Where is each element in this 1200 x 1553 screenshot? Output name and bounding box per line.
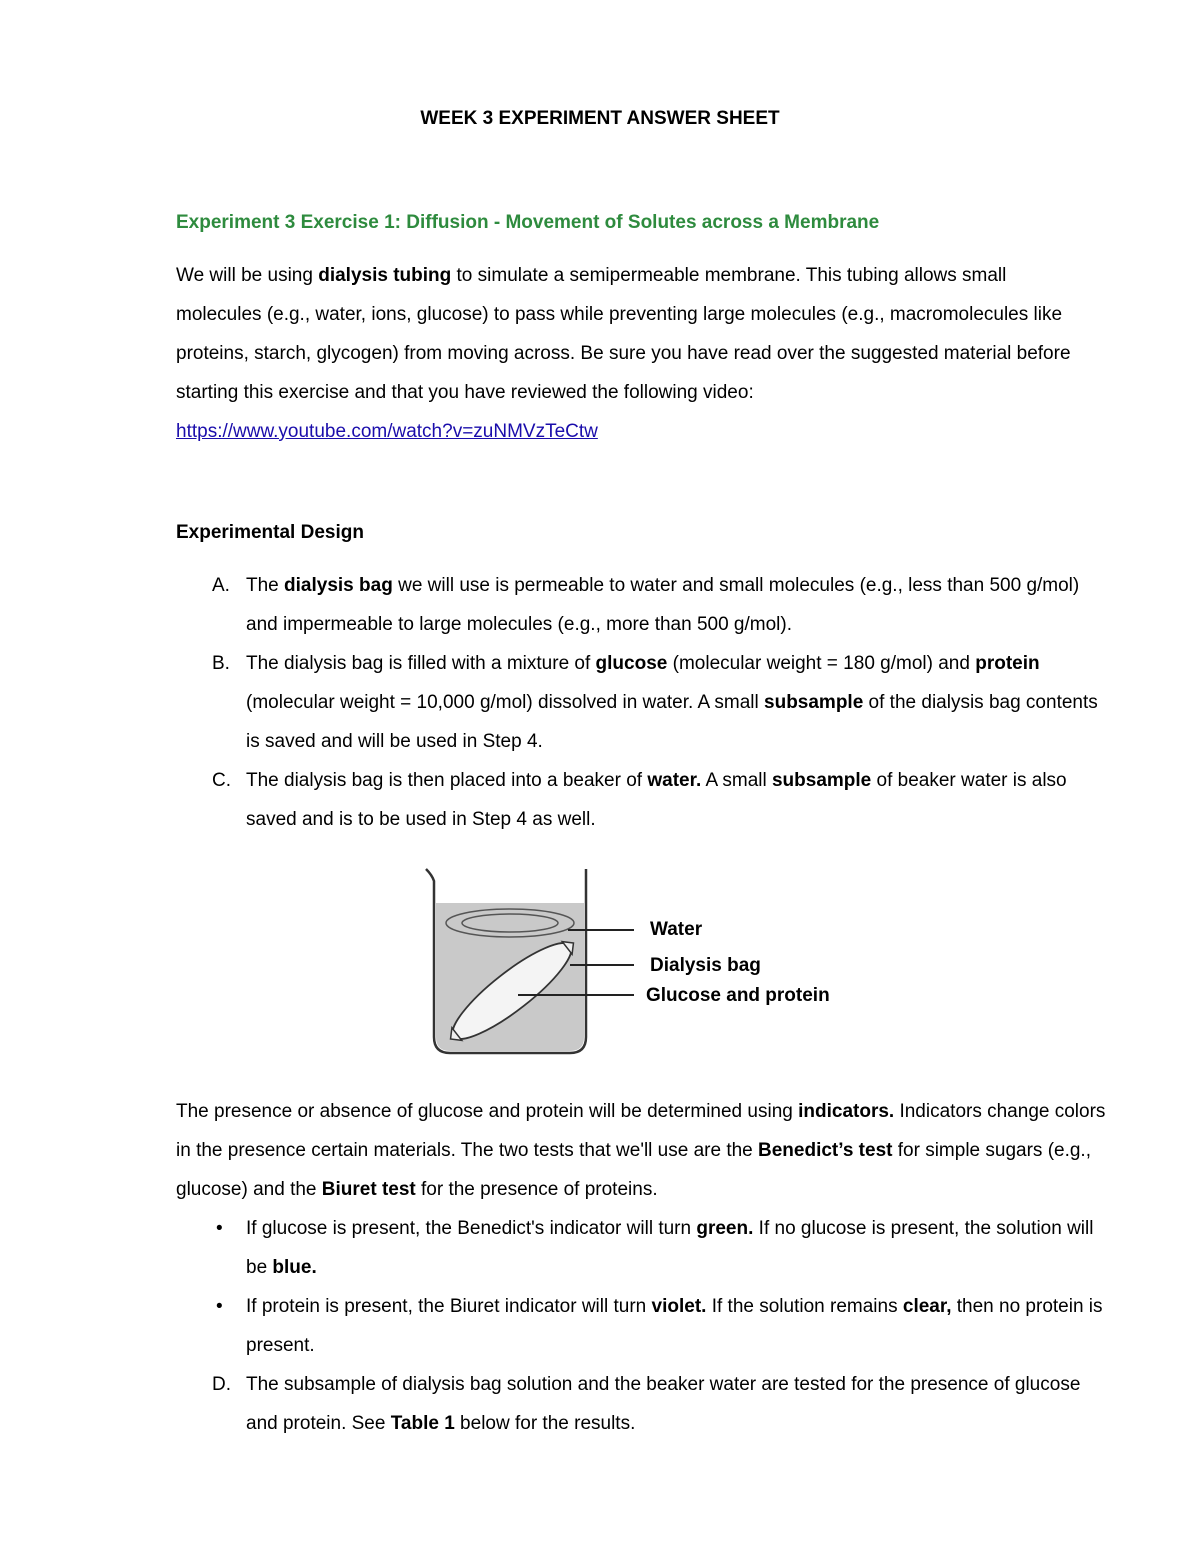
step-c-bold-water: water. — [647, 770, 702, 791]
step-c-bold-subsample: subsample — [771, 770, 872, 791]
indicators-text-1: The presence or absence of glucose and protein will be determined using — [176, 1101, 799, 1122]
indicators-text-3: for simple sugars (e.g., glucose) and the — [176, 1140, 1091, 1200]
bullet-glucose-bold-green: green. — [696, 1218, 754, 1239]
step-a-text: The — [246, 575, 285, 596]
beaker-figure — [420, 855, 860, 1060]
step-b-text-2: (molecular weight = 180 g/mol) and — [667, 653, 976, 674]
bullet-protein-marker: • — [216, 1296, 223, 1317]
step-d-text: The subsample of dialysis bag solution and the beaker water are tested for the presence of glucose and protein. See — [246, 1374, 1081, 1434]
step-c — [176, 761, 1106, 839]
indicator-bullets — [176, 1209, 1106, 1443]
step-d-marker: D. — [212, 1374, 231, 1395]
design-heading: Experimental Design — [176, 522, 364, 543]
bullet-glucose — [176, 1209, 1106, 1287]
bullet-protein — [176, 1287, 1106, 1365]
bullet-protein-bold-violet: violet. — [651, 1296, 707, 1317]
step-a-marker: A. — [212, 575, 230, 596]
bullet-protein-bold-clear: clear, — [902, 1296, 952, 1317]
bullet-glucose-text: If glucose is present, the Benedict's indicator will turn — [246, 1218, 697, 1239]
label-water: Water — [650, 919, 703, 940]
step-b-marker: B. — [212, 653, 230, 674]
bullet-glucose-marker: • — [216, 1218, 223, 1239]
intro-text: We will be using — [176, 265, 319, 286]
step-a-text-cont: we will use is permeable to water and small molecules (e.g., less than 500 g/mol) and impermeable to large molecules (e.g., more than 500 g/mol). — [246, 575, 1080, 635]
indicators-text-2: Indicators change colors in the presence certain materials. The two tests that we'll use are the — [176, 1101, 1106, 1161]
intro-bold: dialysis tubing — [318, 265, 452, 286]
step-b-text-3: (molecular weight = 10,000 g/mol) dissolved in water. A small — [246, 692, 765, 713]
page-title: WEEK 3 EXPERIMENT ANSWER SHEET — [420, 108, 780, 129]
step-b-text-4: of the dialysis bag contents is saved and will be used in Step 4. — [246, 692, 1098, 752]
bullet-protein-text-2: If the solution remains — [706, 1296, 903, 1317]
step-d-text-2: below for the results. — [454, 1413, 636, 1434]
step-b-bold-glucose: glucose — [595, 653, 668, 674]
indicators-bold: indicators. — [798, 1101, 895, 1122]
step-c-text: The dialysis bag is then placed into a beaker of — [246, 770, 648, 791]
label-glucose-protein: Glucose and protein — [646, 985, 830, 1006]
step-d-bold-table: Table 1 — [390, 1413, 455, 1434]
intro-text-cont: to simulate a semipermeable membrane. This tubing allows small molecules (e.g., water, ions, glucose) to pass while preventing large molecules (e.g., macromolecules like proteins, starch, glycogen) from moving across. Be sure you have read over the suggested material before starting this exercise and that you have reviewed the following video: — [176, 265, 1071, 403]
indicators-text — [176, 1092, 1106, 1209]
step-b-bold-protein: protein — [975, 653, 1040, 674]
step-d — [176, 1365, 1106, 1443]
bullet-protein-text: If protein is present, the Biuret indicator will turn — [246, 1296, 652, 1317]
step-c-marker: C. — [212, 770, 231, 791]
step-a-bold: dialysis bag — [284, 575, 393, 596]
bullet-glucose-bold-blue: blue. — [272, 1257, 317, 1278]
steps-list-abc — [176, 566, 1106, 839]
step-b — [176, 644, 1106, 761]
video-link[interactable]: https://www.youtube.com/watch?v=zuNMVzTeCtw — [176, 421, 598, 442]
benedicts-test-bold: Benedict’s test — [758, 1140, 893, 1161]
beaker-illustration — [420, 855, 860, 1060]
indicators-text-4: for the presence of proteins. — [415, 1179, 658, 1200]
bullet-protein-text-3: then no protein is present. — [246, 1296, 1103, 1356]
label-dialysis-bag: Dialysis bag — [650, 955, 761, 976]
bullet-glucose-text-2: If no glucose is present, the solution will be — [246, 1218, 1094, 1278]
indicators-paragraph — [176, 1092, 1106, 1209]
biuret-test-bold: Biuret test — [321, 1179, 416, 1200]
step-b-text: The dialysis bag is filled with a mixture of — [246, 653, 596, 674]
step-c-text-2: A small — [701, 770, 772, 791]
step-b-bold-subsample: subsample — [764, 692, 864, 713]
step-c-text-3: of beaker water is also saved and is to be used in Step 4 as well. — [246, 770, 1067, 830]
section-heading: Experiment 3 Exercise 1: Diffusion - Movement of Solutes across a Membrane — [176, 212, 880, 233]
step-a — [176, 566, 1106, 644]
intro-paragraph — [176, 256, 1076, 451]
